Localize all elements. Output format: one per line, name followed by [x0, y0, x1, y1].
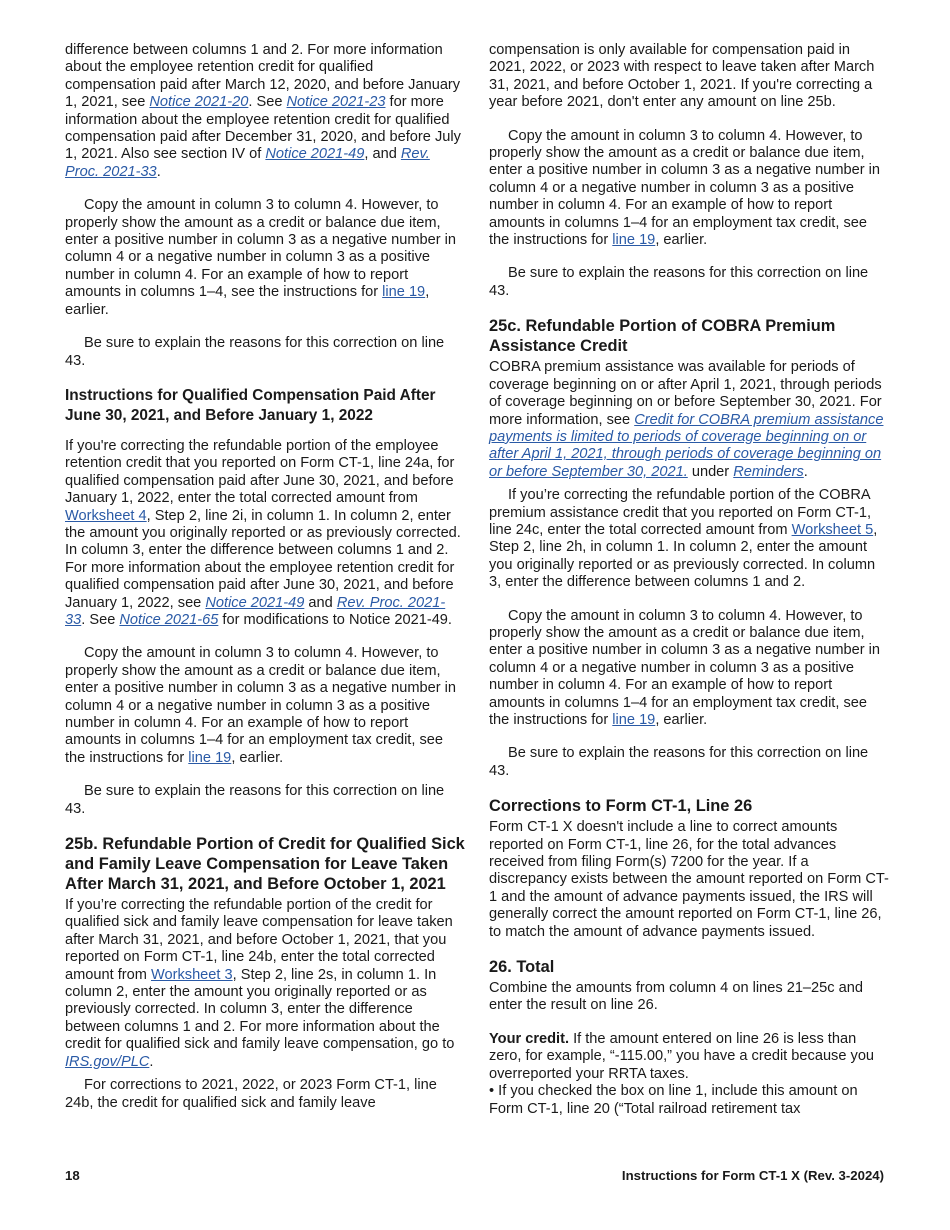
line-19-link[interactable]: line 19 — [188, 749, 232, 766]
paragraph: Copy the amount in column 3 to column 4. However, to properly show the amount as a credit or balance due item, enter a positive number in column 3 as a negative number in column 4 or a negative number in column 3 as a positive number in column 4. For an example of how to report amounts in columns 1–4, see the instructions for line 19, earlier. — [65, 197, 457, 318]
footer-title: Instructions for Form CT-1 X (Rev. 3-2024) — [621, 1168, 884, 1183]
notice-2021-65-link[interactable]: Notice 2021-65 — [119, 611, 219, 628]
paragraph: For corrections to 2021, 2022, or 2023 Form CT-1, line 24b, the credit for qualified sick and family leave — [65, 1077, 437, 1111]
notice-2021-23-link[interactable]: Notice 2021-23 — [286, 94, 386, 111]
irs-plc-link[interactable]: IRS.gov/PLC — [65, 1053, 150, 1070]
paragraph: Copy the amount in column 3 to column 4. However, to properly show the amount as a credit or balance due item, enter a positive number in column 3 as a negative number in column 4 or a negative number in column 3 as a positive number in column 4. For an example of how to report amounts in columns 1–4 for an employment tax credit, see the instructions for line 19, earlier. — [489, 127, 881, 249]
section-heading-25b: 25b. Refundable Portion of Credit for Qualified Sick and Family Leave Compensation for Leave Taken After March 31, 2021, and Before October 1, 2021 — [65, 835, 465, 894]
section-heading-25c: 25c. Refundable Portion of COBRA Premium Assistance Credit — [489, 317, 836, 356]
bullet-icon: • — [489, 1083, 495, 1100]
paragraph: Be sure to explain the reasons for this correction on line 43. — [489, 745, 869, 779]
bullet-item: • If you checked the box on line 1, include this amount on Form CT-1, line 20 (“Total railroad retirement tax — [489, 1083, 858, 1117]
paragraph: Be sure to explain the reasons for this correction on line 43. — [65, 783, 445, 817]
rev-proc-2021-33-link[interactable]: Rev. Proc. 2021-33 — [65, 594, 446, 628]
cobra-credit-link[interactable]: Credit for COBRA premium assistance payments is limited to periods of coverage beginning on or after April 1, 2021, through periods of coverage beginning on or before September 30, 2021. — [489, 411, 884, 480]
worksheet-3-link[interactable]: Worksheet 3 — [150, 966, 233, 983]
section-heading-line-26-corrections: Corrections to Form CT-1, Line 26 — [489, 797, 753, 816]
paragraph: difference between columns 1 and 2. For more information about the employee retention credit for qualified compensation paid after March 12, 2020, and before January 1, 2021, see Notice 2021-20. See Notice 2021-23 for more information about the employee retention credit for qualified compensation paid after December 31, 2020, and before July 1, 2021. Also see section IV of Notice 2021-49, and Rev. Proc. 2021-33. — [65, 42, 461, 180]
notice-2021-20-link[interactable]: Notice 2021-20 — [149, 94, 249, 111]
left-column — [65, 42, 465, 1112]
paragraph: COBRA premium assistance was available for periods of coverage beginning on or after April 1, 2021, through periods of coverage beginning on or before September 30, 2021. For more information, see Credit for COBRA premium assistance payments is limited to periods of coverage beginning on or after April 1, 2021, through periods of coverage beginning on or before September 30, 2021. under Reminders. — [489, 359, 884, 480]
paragraph: compensation is only available for compensation paid in 2021, 2022, or 2023 with respect to leave taken after March 31, 2021, and before October 1, 2021. If you're correcting a year before 2021, don't enter any amount on line 25b. — [489, 42, 875, 111]
paragraph: Be sure to explain the reasons for this correction on line 43. — [489, 265, 869, 299]
notice-2021-49-link[interactable]: Notice 2021-49 — [265, 146, 365, 163]
line-19-link[interactable]: line 19 — [612, 712, 656, 728]
page-number: 18 — [65, 1168, 80, 1183]
paragraph: Copy the amount in column 3 to column 4. However, to properly show the amount as a credit or balance due item, enter a positive number in column 3 as a negative number in column 4 or a negative number in column 3 as a positive number in column 4. For an example of how to report amounts in columns 1–4 for an employment tax credit, see the instructions for line 19, earlier. — [489, 607, 881, 728]
paragraph: Combine the amounts from column 4 on lines 21–25c and enter the result on line 26. — [489, 980, 863, 1014]
paragraph: If you're correcting the refundable portion of the employee retention credit that you reported on Form CT-1, line 24a, for qualified compensation paid after June 30, 2021, and before January 1, 2022, enter the total corrected amount from Worksheet 4, Step 2, line 2i, in column 1. In column 2, enter the amount you originally reported or as previously corrected. In column 3, enter the difference between columns 1 and 2. For more information about the employee retention credit for qualified compensation paid after June 30, 2021, and before January 1, 2022, see Notice 2021-49 and Rev. Proc. 2021-33. See Notice 2021-65 for modifications to Notice 2021-49. — [65, 437, 461, 628]
right-column — [489, 42, 889, 1118]
paragraph: Be sure to explain the reasons for this correction on line 43. — [65, 335, 445, 369]
paragraph: If you’re correcting the refundable portion of the credit for qualified sick and family leave compensation for leave taken after March 31, 2021, and before October 1, 2021, that you reported on Form CT-1, line 24b, enter the total corrected amount from Worksheet 3, Step 2, line 2s, in column 1. In column 2, enter the amount you originally reported or as previously corrected. In column 3, enter the difference between columns 1 and 2. For more information about the credit for qualified sick and family leave compensation, go to IRS.gov/PLC. — [65, 897, 455, 1070]
line-19-link[interactable]: line 19 — [612, 232, 656, 249]
reminders-link[interactable]: Reminders — [733, 463, 804, 480]
run-in-heading: Your credit. — [489, 1030, 570, 1047]
paragraph: Your credit. If the amount entered on line 26 is less than zero, for example, “-115.00,” you have a credit because you overreported your RRTA taxes. — [489, 1030, 875, 1082]
worksheet-4-link[interactable]: Worksheet 4 — [65, 507, 147, 524]
paragraph: If you’re correcting the refundable portion of the COBRA premium assistance credit that you reported on Form CT-1, line 24c, enter the total corrected amount from Worksheet 5, Step 2, line 2h, in column 1. In column 2, enter the amount you originally reported or as previously corrected. In column 3, enter the difference between columns 1 and 2. — [489, 487, 878, 591]
section-heading-26-total: 26. Total — [489, 958, 555, 977]
line-19-link[interactable]: line 19 — [382, 284, 426, 301]
paragraph: Copy the amount in column 3 to column 4. However, to properly show the amount as a credit or balance due item, enter a positive number in column 3 as a negative number in column 4 or a negative number in column 3 as a positive number in column 4. For an example of how to report amounts in columns 1–4 for an employment tax credit, see the instructions for line 19, earlier. — [65, 645, 457, 766]
paragraph: Form CT-1 X doesn't include a line to correct amounts reported on Form CT-1, line 26, for the total advances received from filing Form(s) 7200 for the year. If a discrepancy exists between the amount reported on Form CT-1 and the amount of advance payments issued, the IRS will generally correct the amount reported on Form CT-1, line 26, to match the amount of advance payments issued. — [489, 819, 889, 940]
rev-proc-2021-33-link[interactable]: Rev. Proc. 2021-33 — [65, 146, 430, 180]
section-heading: Instructions for Qualified Compensation Paid After June 30, 2021, and Before January 1, 2022 — [65, 386, 436, 424]
notice-2021-49-link[interactable]: Notice 2021-49 — [205, 594, 305, 611]
worksheet-5-link[interactable]: Worksheet 5 — [791, 521, 874, 538]
